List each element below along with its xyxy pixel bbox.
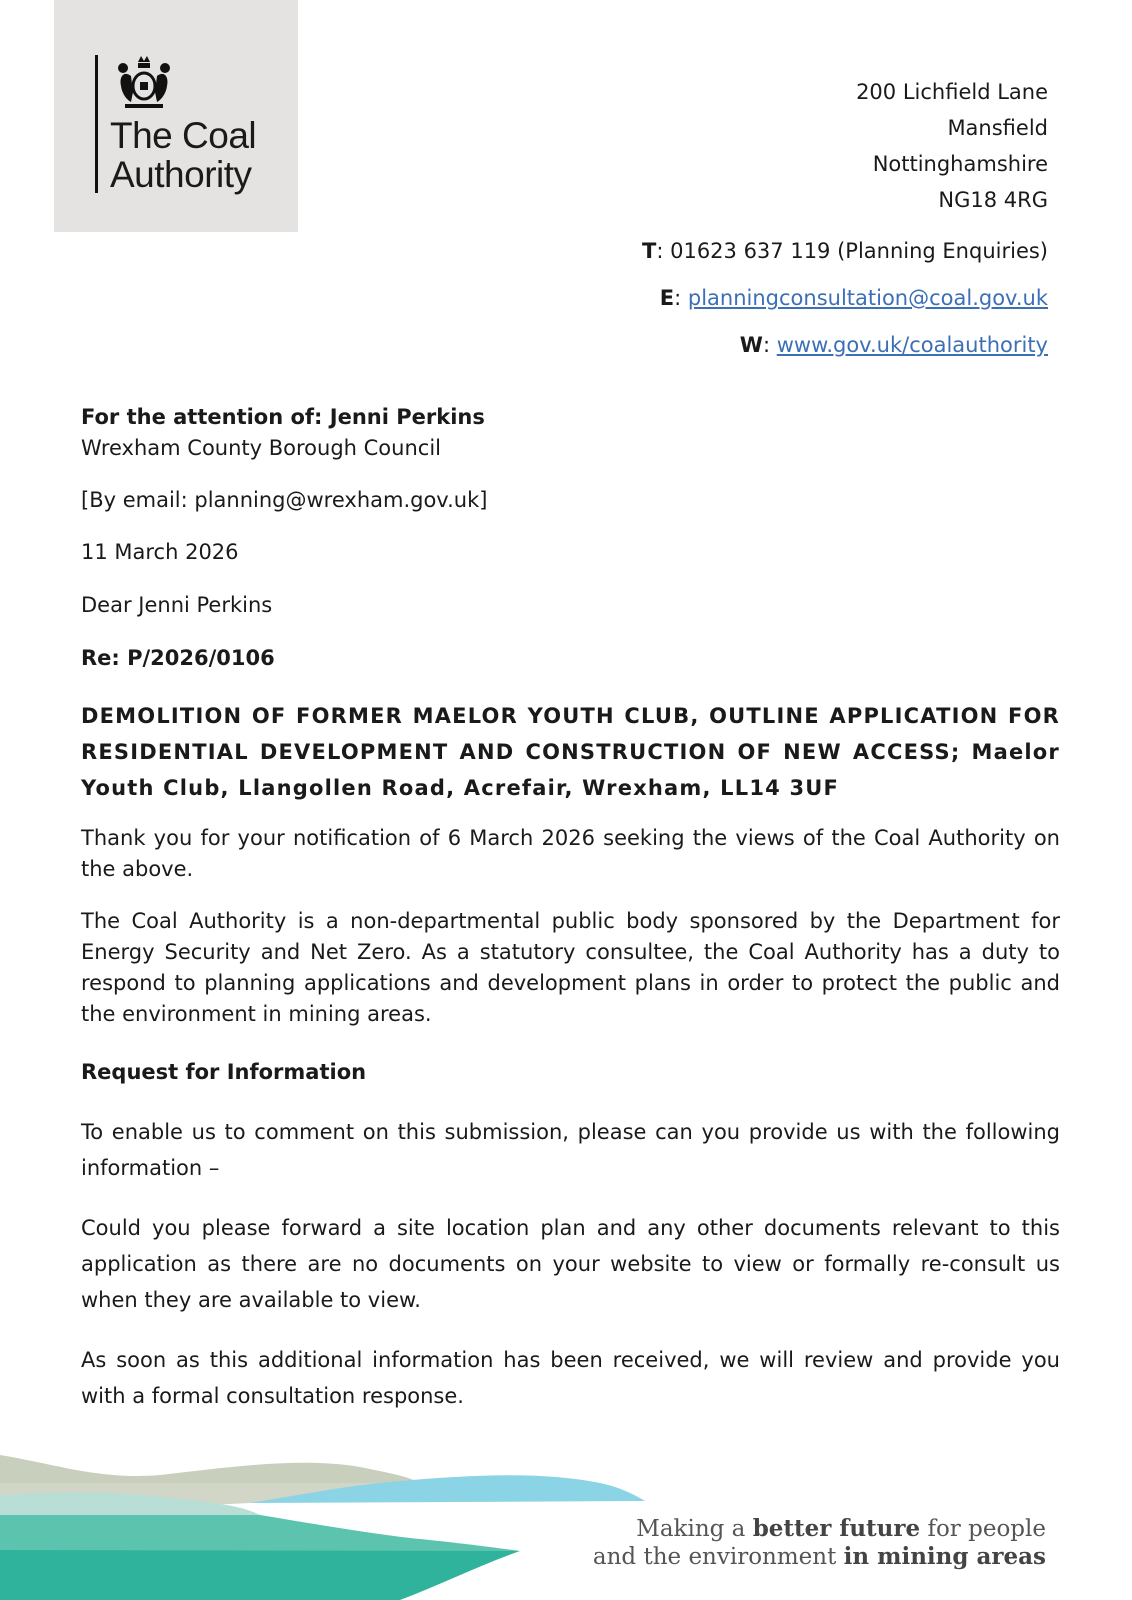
website-link[interactable]: www.gov.uk/coalauthority (776, 333, 1048, 357)
royal-crest-icon (109, 52, 179, 112)
telephone-line (642, 228, 1048, 275)
paragraph-notification: Thank you for your notification of 6 March 2026 seeking the views of the Coal Authority on the above. (81, 826, 1060, 881)
paragraph-about: The Coal Authority is a non-departmental public body sponsored by the Department for Energy Security and Net Zero. As a statutory consultee, the Coal Authority has a duty to respond to planning applications and development plans in order to protect the public and the environment in mining areas. (81, 909, 1060, 1026)
logo-divider (95, 55, 98, 193)
email-link[interactable]: planningconsultation@coal.gov.uk (687, 286, 1048, 310)
attention-line: For the attention of: Jenni Perkins (81, 405, 485, 429)
letter-date: 11 March 2026 (81, 540, 239, 564)
by-email-line: [By email: planning@wrexham.gov.uk] (81, 488, 488, 512)
email-separator: : (674, 286, 688, 310)
address-line-2: Mansfield (947, 116, 1048, 140)
tagline-emphasis-1: better future (752, 1515, 921, 1542)
reference-line: Re: P/2026/0106 (81, 646, 275, 670)
telephone-value: : 01623 637 119 (Planning Enquiries) (656, 239, 1048, 263)
tagline-line-1 (593, 1515, 1046, 1543)
website-separator: : (762, 333, 777, 357)
website-label: W (739, 333, 763, 357)
contact-block (642, 228, 1048, 369)
salutation: Dear Jenni Perkins (81, 593, 273, 617)
tagline-line-2 (593, 1543, 1046, 1571)
letter-body (81, 402, 1060, 1414)
tagline-part-1: Making a (636, 1516, 753, 1542)
paragraph-documents: Could you please forward a site location plan and any other documents relevant to this application as there are no documents on your website to view or formally re-consult us when they are available to view. (81, 1216, 1060, 1312)
address-line-3: Nottinghamshire (872, 152, 1048, 176)
section-heading: Request for Information (81, 1060, 367, 1084)
tagline-emphasis-2: in mining areas (843, 1543, 1046, 1570)
council-name: Wrexham County Borough Council (81, 436, 441, 460)
telephone-label: T (642, 239, 657, 263)
address-postcode: NG18 4RG (938, 188, 1048, 212)
address-line-1: 200 Lichfield Lane (856, 80, 1048, 104)
footer-tagline (593, 1515, 1046, 1571)
email-line (642, 275, 1048, 322)
coal-authority-logo (54, 0, 298, 232)
logo-line-1: The Coal (110, 115, 257, 156)
sender-address (856, 74, 1048, 218)
subject-heading: DEMOLITION OF FORMER MAELOR YOUTH CLUB, OUTLINE APPLICATION FOR RESIDENTIAL DEVELOPMENT AND CONSTRUCTION OF NEW ACCESS; Maelor Youth Club, Llangollen Road, Acrefair, Wrexham, LL14 3UF (81, 704, 1060, 800)
logo-wordmark (110, 116, 256, 194)
website-line (642, 322, 1048, 369)
logo-line-2: Authority (110, 154, 252, 195)
paragraph-response: As soon as this additional information has been received, we will review and provide you with a formal consultation response. (81, 1348, 1060, 1408)
paragraph-request: To enable us to comment on this submission, please can you provide us with the following information – (81, 1120, 1060, 1180)
tagline-part-4: and the environment (592, 1544, 844, 1570)
tagline-part-3: for people (920, 1516, 1046, 1542)
email-label: E (659, 286, 675, 310)
